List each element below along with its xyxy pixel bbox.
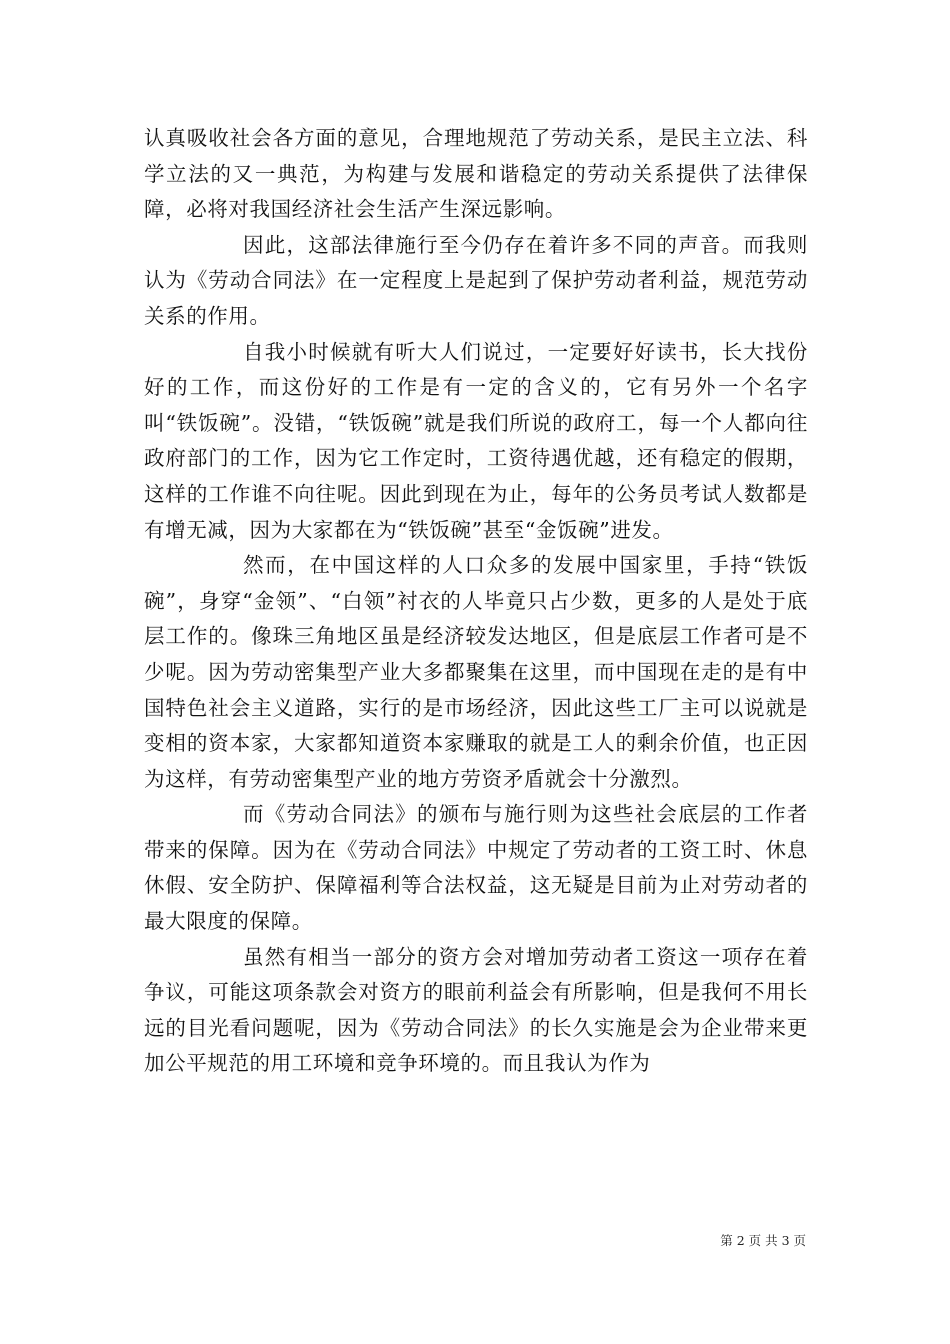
page-number-footer: 第 2 页 共 3 页 [720, 1233, 806, 1248]
paragraph-6: 虽然有相当一部分的资方会对增加劳动者工资这一项存在着争议，可能这项条款会对资方的眼前利益会有所影响，但是我何不用长远的目光看问题呢，因为《劳动合同法》的长久实施是会为企业带来更加公平规范的用工环境和竞争环境的。而且我认为作为 [144, 944, 808, 1076]
paragraph-3: 自我小时候就有听大人们说过，一定要好好读书，长大找份好的工作，而这份好的工作是有一定的含义的，它有另外一个名字叫“铁饭碗”。没错，“铁饭碗”就是我们所说的政府工，每一个人都向往政府部门的工作，因为它工作定时，工资待遇优越，还有稳定的假期，这样的工作谁不向往呢。因此到现在为止，每年的公务员考试人数都是有增无减，因为大家都在为“铁饭碗”甚至“金饭碗”进发。 [144, 339, 808, 542]
paragraph-2: 因此，这部法律施行至今仍存在着许多不同的声音。而我则认为《劳动合同法》在一定程度上是起到了保护劳动者利益，规范劳动关系的作用。 [144, 232, 808, 328]
paragraph-1: 认真吸收社会各方面的意见，合理地规范了劳动关系，是民主立法、科学立法的又一典范，为构建与发展和谐稳定的劳动关系提供了法律保障，必将对我国经济社会生活产生深远影响。 [144, 126, 808, 222]
document-body [144, 121, 808, 1082]
paragraph-4: 然而，在中国这样的人口众多的发展中国家里，手持“铁饭碗”，身穿“金领”、“白领”衬衣的人毕竟只占少数，更多的人是处于底层工作的。像珠三角地区虽是经济较发达地区，但是底层工作者可是不少呢。因为劳动密集型产业大多都聚集在这里，而中国现在走的是有中国特色社会主义道路，实行的是市场经济，因此这些工厂主可以说就是变相的资本家，大家都知道资本家赚取的就是工人的剩余价值，也正因为这样，有劳动密集型产业的地方劳资矛盾就会十分激烈。 [144, 553, 808, 791]
paragraph-5: 而《劳动合同法》的颁布与施行则为这些社会底层的工作者带来的保障。因为在《劳动合同法》中规定了劳动者的工资工时、休息休假、安全防护、保障福利等合法权益，这无疑是目前为止对劳动者的最大限度的保障。 [144, 802, 808, 934]
